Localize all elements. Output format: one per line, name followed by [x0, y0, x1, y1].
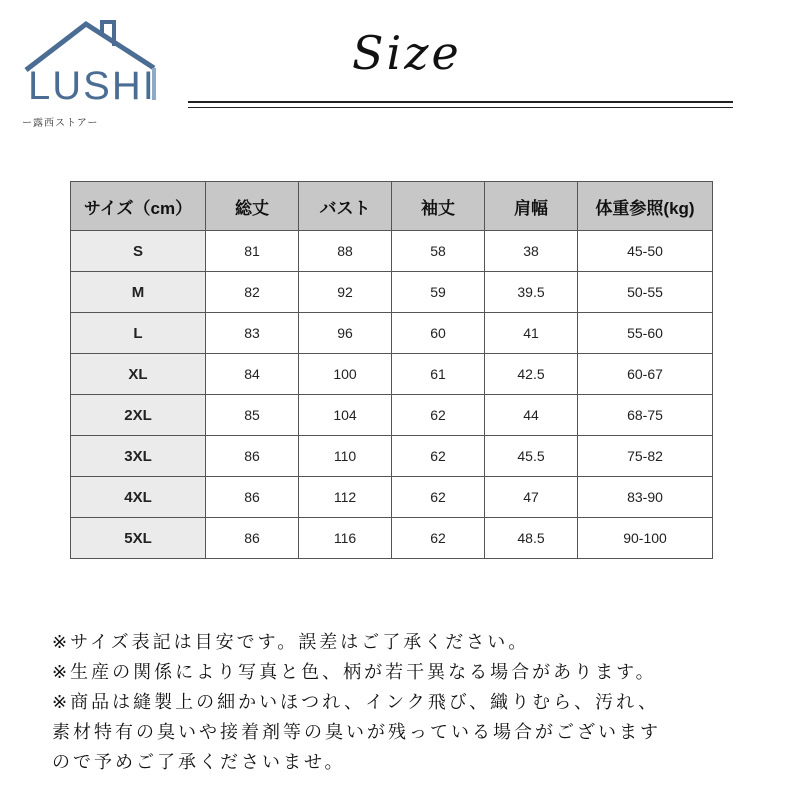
size-cell: XL: [71, 354, 206, 395]
weight-cell: 90-100: [578, 518, 713, 559]
header-shoulder: 肩幅: [485, 182, 578, 231]
title-rule: [188, 101, 733, 103]
shoulder-cell: 47: [485, 477, 578, 518]
header-sleeve: 袖丈: [392, 182, 485, 231]
bust-cell: 116: [299, 518, 392, 559]
table-row: [71, 518, 713, 559]
size-table: [70, 181, 713, 559]
length-cell: 86: [206, 518, 299, 559]
length-cell: 86: [206, 436, 299, 477]
table-row: [71, 395, 713, 436]
size-cell: S: [71, 231, 206, 272]
weight-cell: 45-50: [578, 231, 713, 272]
notes: [52, 628, 772, 778]
length-cell: 86: [206, 477, 299, 518]
page-title: Size: [352, 26, 462, 80]
length-cell: 82: [206, 272, 299, 313]
sleeve-cell: 62: [392, 436, 485, 477]
sleeve-cell: 62: [392, 518, 485, 559]
note-line: ※サイズ表記は目安です。誤差はご了承ください。: [52, 632, 530, 653]
sleeve-cell: 58: [392, 231, 485, 272]
note-line: ※商品は縫製上の細かいほつれ、インク飛び、織りむら、汚れ、: [52, 692, 660, 713]
weight-cell: 75-82: [578, 436, 713, 477]
bust-cell: 110: [299, 436, 392, 477]
weight-cell: 83-90: [578, 477, 713, 518]
logo-subtitle: ー露西ストアー: [22, 118, 99, 129]
size-cell: 2XL: [71, 395, 206, 436]
bust-cell: 92: [299, 272, 392, 313]
header-length: 総丈: [206, 182, 299, 231]
table-row: [71, 272, 713, 313]
weight-cell: 60-67: [578, 354, 713, 395]
shoulder-cell: 48.5: [485, 518, 578, 559]
note-line: ので予めご了承くださいませ。: [52, 752, 346, 773]
shoulder-cell: 38: [485, 231, 578, 272]
header-weight: 体重参照(kg): [578, 182, 713, 231]
title-rule-thin: [188, 107, 733, 108]
header-bust: バスト: [299, 182, 392, 231]
shoulder-cell: 44: [485, 395, 578, 436]
sleeve-cell: 62: [392, 477, 485, 518]
weight-cell: 50-55: [578, 272, 713, 313]
weight-cell: 55-60: [578, 313, 713, 354]
table-row: [71, 313, 713, 354]
table-row: [71, 231, 713, 272]
sleeve-cell: 62: [392, 395, 485, 436]
bust-cell: 96: [299, 313, 392, 354]
sleeve-cell: 59: [392, 272, 485, 313]
size-cell: 5XL: [71, 518, 206, 559]
shoulder-cell: 42.5: [485, 354, 578, 395]
table-row: [71, 477, 713, 518]
sleeve-cell: 60: [392, 313, 485, 354]
size-cell: M: [71, 272, 206, 313]
bust-cell: 112: [299, 477, 392, 518]
size-cell: 4XL: [71, 477, 206, 518]
table-row: [71, 436, 713, 477]
shoulder-cell: 41: [485, 313, 578, 354]
length-cell: 85: [206, 395, 299, 436]
bust-cell: 88: [299, 231, 392, 272]
logo-text: LUSHI: [28, 64, 156, 108]
bust-cell: 104: [299, 395, 392, 436]
size-cell: 3XL: [71, 436, 206, 477]
note-line: ※生産の関係により写真と色、柄が若干異なる場合があります。: [52, 662, 657, 683]
weight-cell: 68-75: [578, 395, 713, 436]
size-cell: L: [71, 313, 206, 354]
sleeve-cell: 61: [392, 354, 485, 395]
table-row: [71, 354, 713, 395]
shoulder-cell: 39.5: [485, 272, 578, 313]
bust-cell: 100: [299, 354, 392, 395]
shoulder-cell: 45.5: [485, 436, 578, 477]
length-cell: 83: [206, 313, 299, 354]
length-cell: 81: [206, 231, 299, 272]
length-cell: 84: [206, 354, 299, 395]
table-header-row: [71, 182, 713, 231]
header-size: サイズ（cm）: [71, 182, 206, 231]
note-line: 素材特有の臭いや接着剤等の臭いが残っている場合がございます: [52, 722, 661, 743]
